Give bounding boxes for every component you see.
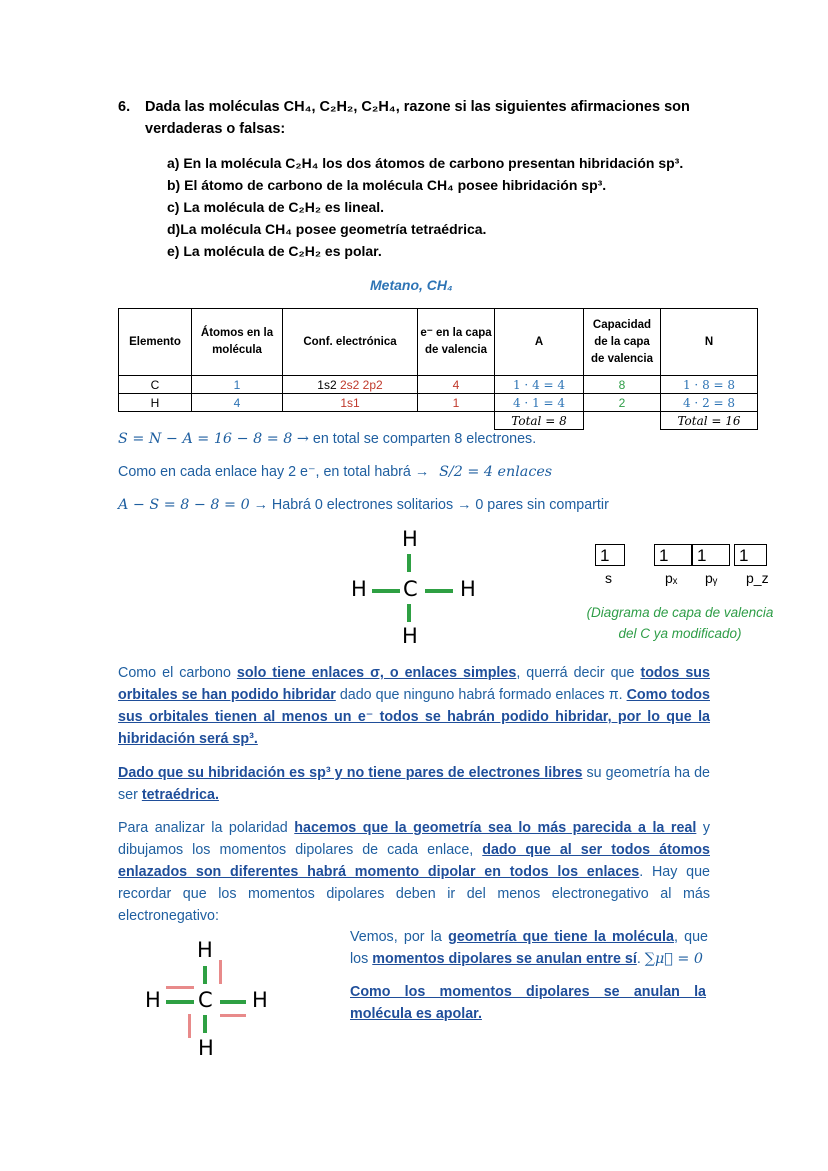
s-text: en total se comparten 8 electrones.: [308, 431, 537, 447]
atom-h-left: H: [351, 577, 367, 601]
conclusion-paragraph: [350, 981, 706, 1025]
question-number: 6.: [118, 99, 131, 115]
header-element: Elemento: [119, 309, 192, 376]
p4-text-3: .: [636, 951, 645, 967]
cell-atoms: 1: [192, 376, 283, 394]
hybridization-paragraph: [118, 662, 710, 750]
atom-h-bottom: H: [402, 624, 418, 648]
orbital-box-s: 1: [595, 544, 625, 566]
dip-bond-right: [220, 1000, 246, 1004]
p1-text-3: dado que ninguno habrá formado enlaces π.: [335, 687, 627, 703]
header-A: A: [495, 309, 584, 376]
cell-valence-e: 4: [418, 376, 495, 394]
orbital-box-px: 1: [654, 544, 692, 566]
cell-atoms: 4: [192, 394, 283, 412]
orbital-box-py: 1: [692, 544, 730, 566]
dip-atom-c: C: [198, 988, 213, 1012]
polarity-paragraph: [118, 817, 710, 927]
p4-text-2: , que los: [350, 929, 709, 967]
header-N: N: [661, 309, 758, 376]
bond-right: [425, 589, 453, 593]
cell-capacity: 8: [584, 376, 661, 394]
statement-a: a) En la molécula C₂H₄ los dos átomos de carbono presentan hibridación sp³.: [167, 155, 684, 171]
cell-valence-e: 1: [418, 394, 495, 412]
orbital-label-pz: p_z: [746, 570, 769, 586]
atom-c-center: C: [403, 577, 418, 601]
header-capacity: Capacidad de la capa de valencia: [584, 309, 661, 376]
p3-underline-1: hacemos que la geometría sea lo más parecida a la real: [294, 820, 697, 836]
cell-conf: [283, 394, 418, 412]
dip-bond-top: [203, 966, 207, 984]
statement-e: e) La molécula de C₂H₂ es polar.: [167, 243, 382, 259]
p2-text-1: su geometría ha de ser: [118, 765, 710, 803]
bond-top: [407, 554, 411, 572]
dipole-cancel-paragraph: [350, 926, 708, 970]
cell-element: H: [119, 394, 192, 412]
p3-text-1: Para analizar la polaridad: [118, 820, 295, 836]
total-N: Total = 16: [661, 412, 758, 430]
lone-text: → Habrá 0 electrones solitarios → 0 pares sin compartir: [249, 497, 609, 513]
dipole-arrow-bottom: [188, 1014, 191, 1038]
p1-underline-1: solo tiene enlaces σ, o enlaces simples: [236, 665, 517, 681]
p3-underline-2: dado que al ser todos átomos enlazados son diferentes habrá momento dipolar en todos los enlaces: [118, 842, 710, 880]
p1-text-1: Como el carbono: [118, 665, 237, 681]
p4-equation: ∑μ⃗ = 0: [644, 951, 704, 967]
table-row: [119, 394, 758, 412]
lone-pairs-line: [118, 497, 609, 513]
dip-bond-left: [166, 1000, 194, 1004]
conf-valence: 1s1: [340, 395, 360, 410]
p4-underline-2: momentos dipolares se anulan entre sí: [372, 951, 637, 967]
s-calc-line: [118, 431, 536, 447]
p1-underline-2: todos sus orbitales se han podido hibridar: [118, 665, 710, 703]
p2-underline-2: tetraédrica.: [141, 787, 219, 803]
question-line-2: verdaderas o falsas:: [145, 121, 286, 137]
dip-bond-bottom: [203, 1015, 207, 1033]
p4-text-1: Vemos, por la: [350, 929, 449, 945]
cell-capacity: 2: [584, 394, 661, 412]
p2-underline-1: Dado que su hibridación es sp³ y no tiene pares de electrones libres: [118, 765, 583, 781]
conf-core: 1s2: [317, 377, 340, 392]
orbital-caption-1: (Diagrama de capa de valencia: [586, 605, 774, 620]
p5-underline: Como los momentos dipolares se anulan la molécula es apolar.: [350, 984, 706, 1022]
dipole-arrow-top: [219, 960, 222, 984]
atom-h-right: H: [460, 577, 476, 601]
dipole-arrow-right: [220, 1014, 246, 1017]
orbital-label-py: pᵧ: [705, 570, 718, 586]
orbital-box-pz: 1: [734, 544, 767, 566]
cell-A: 1 · 4 = 4: [495, 376, 584, 394]
table-row: [119, 376, 758, 394]
dip-atom-h-top: H: [197, 938, 213, 962]
header-valence-e: e⁻ en la capa de valencia: [418, 309, 495, 376]
statement-c: c) La molécula de C₂H₂ es lineal.: [167, 199, 385, 215]
header-atoms: Átomos en la molécula: [192, 309, 283, 376]
dip-atom-h-left: H: [145, 988, 161, 1012]
dipole-arrow-left: [166, 986, 194, 989]
bonds-calc-line: [118, 464, 552, 480]
total-A: Total = 8: [495, 412, 584, 430]
electron-table: [118, 308, 758, 430]
p1-text-2: , querrá decir que: [516, 665, 641, 681]
cell-element: C: [119, 376, 192, 394]
orbital-label-px: pₓ: [665, 570, 678, 586]
bonds-text: Como en cada enlace hay 2 e⁻, en total habrá →: [118, 464, 430, 480]
bond-bottom: [407, 604, 411, 622]
s-equation: S = N − A = 16 − 8 = 8 →: [118, 431, 309, 447]
atom-h-top: H: [402, 527, 418, 551]
geometry-paragraph: [118, 762, 710, 806]
dip-atom-h-bottom: H: [198, 1036, 214, 1060]
cell-conf: [283, 376, 418, 394]
p4-underline-1: geometría que tiene la molécula: [448, 929, 674, 945]
lone-equation: A − S = 8 − 8 = 0: [118, 497, 250, 513]
statement-b: b) El átomo de carbono de la molécula CH₄ posee hibridación sp³.: [167, 177, 607, 193]
p3-text-2: y dibujamos los momentos dipolares de cada enlace,: [118, 820, 711, 858]
orbital-caption-2: del C ya modificado): [618, 626, 742, 641]
cell-A: 4 · 1 = 4: [495, 394, 584, 412]
statement-d: d)La molécula CH₄ posee geometría tetraédrica.: [167, 221, 487, 237]
cell-N: 1 · 8 = 8: [661, 376, 758, 394]
question-line-1: Dada las moléculas CH₄, C₂H₂, C₂H₄, razone si las siguientes afirmaciones son: [145, 99, 690, 115]
methane-caption: Metano, CH₄: [370, 277, 453, 293]
orbital-label-s: s: [605, 570, 612, 586]
dip-atom-h-right: H: [252, 988, 268, 1012]
header-conf: Conf. electrónica: [283, 309, 418, 376]
p3-text-3: . Hay que recordar que los momentos dipolares deben ir del menos electronegativo al más electronegativo:: [118, 864, 710, 924]
conf-valence: 2s2 2p2: [339, 377, 383, 392]
p1-underline-3: Como todos sus orbitales tienen al menos un e⁻ todos se habrán podido hibridar, por lo que la hibridación será sp³.: [118, 687, 710, 747]
bond-left: [372, 589, 400, 593]
cell-N: 4 · 2 = 8: [661, 394, 758, 412]
bonds-equation: S/2 = 4 enlaces: [439, 464, 553, 480]
